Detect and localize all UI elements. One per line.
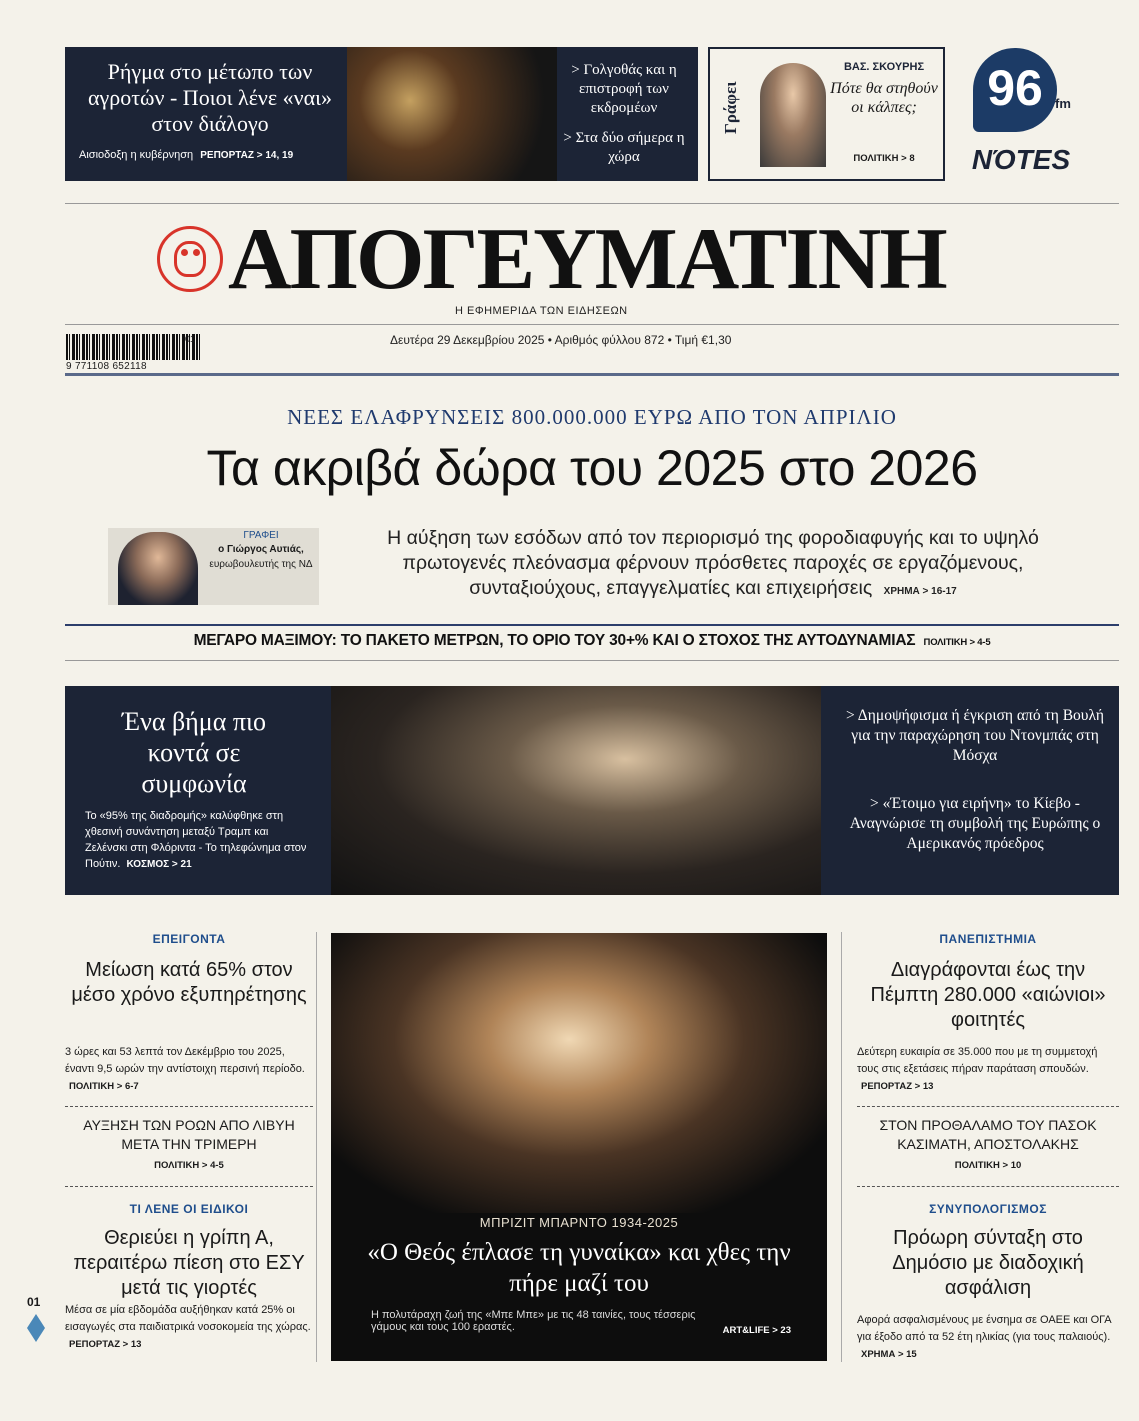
right-s1-kicker: ΠΑΝΕΠΙΣΤΗΜΙΑ — [939, 932, 1037, 946]
center-body: Η πολυτάραχη ζωή της «Μπε Μπε» με τις 48 ταινίες, τους τέσσερις γάμους και τους 100 εραστές. — [371, 1309, 696, 1333]
left-divider-1 — [65, 1106, 313, 1107]
top-banner-bullet-2: > Στα δύο σήμερα η χώρα — [563, 130, 685, 165]
masthead-bottom-rule — [65, 373, 1119, 376]
lead-writer-role: ευρωβουλευτής της ΝΔ — [209, 559, 313, 570]
right-s2-ref: ΠΟΛΙΤΙΚΗ > 10 — [954, 1160, 1022, 1171]
lead-writer-name: ο Γιώργος Αυτιάς, — [218, 544, 304, 555]
masthead-date-line: Δευτέρα 29 Δεκεμβρίου 2025 • Αριθμός φύλλου 872 • Τιμή €1,30 — [390, 333, 732, 347]
column-separator-right — [841, 932, 842, 1362]
top-banner-column[interactable] — [708, 47, 945, 181]
left-column — [65, 928, 313, 1368]
masthead-mid-rule — [65, 324, 1119, 325]
left-s3-kicker: ΤΙ ΛΕΝΕ ΟΙ ΕΙΔΙΚΟΙ — [129, 1202, 249, 1216]
lead-writer-label: ΓΡΑΦΕΙ — [243, 530, 279, 541]
right-s1-headline[interactable]: Διαγράφονται έως την Πέμπτη 280.000 «αιώνιοι» φοιτητές — [870, 959, 1106, 1031]
masthead-logo-seal — [157, 226, 223, 292]
top-banner-headline: Ρήγμα στο μέτωπο των αγροτών - Ποιοι λένε «ναι» στον διάλογο — [87, 59, 333, 136]
masthead-tagline: Η ΕΦΗΜΕΡΙΔΑ ΤΩΝ ΕΙΔΗΣΕΩΝ — [455, 305, 628, 317]
top-banner-sub: Αισιοδοξη η κυβέρνηση ΡΕΠΟΡΤΑΖ > 14, 19 — [79, 149, 294, 161]
right-s2-headline[interactable]: ΣΤΟΝ ΠΡΟΘΑΛΑΜΟ ΤΟΥ ΠΑΣΟΚ ΚΑΣΙΜΑΤΗ, ΑΠΟΣΤΟΛΑΚΗΣ — [879, 1117, 1097, 1152]
bardot-photo — [331, 933, 827, 1213]
strap-top-rule — [65, 624, 1119, 626]
right-s3-headline[interactable]: Πρόωρη σύνταξη στο Δημόσιο με διαδοχική ασφάλιση — [892, 1227, 1084, 1299]
barcode-number: 9 771108 652118 — [66, 361, 147, 372]
radio-logo-unit: fm — [1055, 96, 1071, 111]
feature-headline: Ένα βήμα πιο κοντά σε συμφωνία — [122, 707, 266, 798]
radio-logo-number: 96 — [987, 60, 1043, 116]
feature-body: Το «95% της διαδρομής» καλύφθηκε στη χθεσινή συνάντηση μεταξύ Τραμπ και Ζελένσκι στη Φλόριντα - Το τηλεφώνημα στον Πούτιν. ΚΟΣΜΟΣ > 21 — [85, 810, 307, 870]
feature-bullet-1: > Δημοψήφισμα ή έγκριση από τη Βουλή για την παραχώρηση του Ντονμπάς στη Μόσχα — [846, 707, 1104, 764]
issue-code: 01 — [185, 334, 196, 344]
owl-icon — [174, 241, 206, 277]
top-banner-bullet-1: > Γολγοθάς και η επιστροφή των εκδρομέων — [571, 62, 677, 116]
left-s2-ref: ΠΟΛΙΤΙΚΗ > 4-5 — [154, 1160, 224, 1171]
right-s1-body: Δεύτερη ευκαιρία σε 35.000 που με τη συμμετοχή τους στις εξετάσεις πήραν παράταση σπουδών. ΡΕΠΟΡΤΑΖ > 13 — [857, 1046, 1098, 1092]
barcode — [66, 334, 200, 360]
lead-headline: Τα ακριβά δώρα του 2025 στο 2026 — [206, 440, 978, 496]
column-headline: Πότε θα στηθούν οι κάλπες; — [830, 80, 938, 116]
center-feature[interactable] — [331, 933, 827, 1361]
radio-logo-word: ΝΌΤΕS — [971, 144, 1071, 175]
columnist-author: ΒΑΣ. ΣΚΟΥΡΗΣ — [843, 61, 925, 73]
center-kicker: ΜΠΡΙΖΙΤ ΜΠΑΡΝΤΟ 1934-2025 — [479, 1215, 679, 1230]
columnist-avatar — [760, 63, 826, 167]
feature-box[interactable] — [65, 686, 1119, 895]
owl-eye-right — [193, 249, 200, 256]
column-vertical-label: Γράφει — [721, 81, 740, 134]
right-divider-1 — [857, 1106, 1119, 1107]
right-s3-kicker: ΣΥΝΥΠΟΛΟΓΙΣΜΟΣ — [929, 1202, 1047, 1216]
masthead-title: ΑΠΟΓΕΥΜΑΤΙΝΗ — [228, 211, 946, 308]
column-ref: ΠΟΛΙΤΙΚΗ > 8 — [853, 153, 915, 164]
feature-bullet-2: > «Έτοιμο για ειρήνη» το Κίεβο - Αναγνώρισε τη συμβολή της Ευρώπης ο Αμερικανός πρόεδρος — [849, 795, 1101, 852]
radio-logo[interactable] — [965, 48, 1085, 183]
page-number: 01 — [27, 1295, 41, 1309]
left-s1-body: 3 ώρες και 53 λεπτά τον Δεκέμβριο του 2025, έναντι 9,5 ωρών την αντίστοιχη περσινή περίοδο. ΠΟΛΙΤΙΚΗ > 6-7 — [65, 1046, 305, 1092]
left-divider-2 — [65, 1186, 313, 1187]
owl-eye-left — [181, 249, 188, 256]
strap: ΜΕΓΑΡΟ ΜΑΞΙΜΟΥ: ΤΟ ΠΑΚΕΤΟ ΜΕΤΡΩΝ, ΤΟ ΟΡΙΟ ΤΟΥ 30+% ΚΑΙ Ο ΣΤΟΧΟΣ ΤΗΣ ΑΥΤΟΔΥΝΑΜΙΑΣ ΠΟΛΙΤΙΚΗ > 4-5 — [193, 632, 991, 649]
lead-writer-avatar — [118, 532, 198, 605]
right-column — [857, 928, 1119, 1368]
right-s3-body: Αφορά ασφαλισμένους με ένσημα σε ΟΑΕΕ και ΟΓΑ για έξοδο από τα 52 έτη ηλικίας (για τους παλαιούς). ΧΡΗΜΑ > 15 — [857, 1314, 1111, 1360]
diamond-icon — [27, 1314, 45, 1342]
column-separator-left — [316, 932, 317, 1362]
left-s1-kicker: ΕΠΕΙΓΟΝΤΑ — [152, 932, 226, 946]
top-banner-left[interactable] — [65, 47, 698, 181]
lead-body: Η αύξηση των εσόδων από τον περιορισμό της φοροδιαφυγής και το υψηλό πρωτογενές πλεόνασμα φέρνουν πρόσθετες παροχές σε εργαζόμενους, συνταξιούχους, επαγγελματίες και επιχειρήσεις ΧΡΗΜΑ > 16-17 — [387, 527, 1039, 599]
lead-kicker: ΝΕΕΣ ΕΛΑΦΡΥΝΣΕΙΣ 800.000.000 ΕΥΡΩ ΑΠΟ ΤΟΝ ΑΠΡΙΛΙΟ — [287, 405, 897, 429]
right-divider-2 — [857, 1186, 1119, 1187]
left-s1-headline[interactable]: Μείωση κατά 65% στον μέσο χρόνο εξυπηρέτησης — [71, 959, 307, 1006]
masthead-top-rule — [65, 203, 1119, 204]
center-headline: «Ο Θεός έπλασε τη γυναίκα» και χθες την πήρε μαζί του — [367, 1239, 791, 1297]
left-s3-headline[interactable]: Θεριεύει η γρίπη Α, περαιτέρω πίεση στο ΕΣΥ μετά τις γιορτές — [73, 1227, 305, 1299]
strap-bottom-rule — [65, 660, 1119, 661]
lead-writer-box[interactable] — [108, 528, 319, 605]
left-s3-body: Μέσα σε μία εβδομάδα αυξήθηκαν κατά 25% οι εισαγωγές στα παιδιατρικά νοσοκομεία της χώρας. ΡΕΠΟΡΤΑΖ > 13 — [65, 1304, 311, 1350]
left-s2-headline[interactable]: ΑΥΞΗΣΗ ΤΩΝ ΡΟΩΝ ΑΠΟ ΛΙΒΥΗ ΜΕΤΑ ΤΗΝ ΤΡΙΜΕΡΗ — [83, 1117, 295, 1152]
trump-zelensky-photo — [331, 686, 821, 895]
traffic-photo — [347, 47, 557, 181]
center-ref: ART&LIFE > 23 — [722, 1325, 791, 1336]
